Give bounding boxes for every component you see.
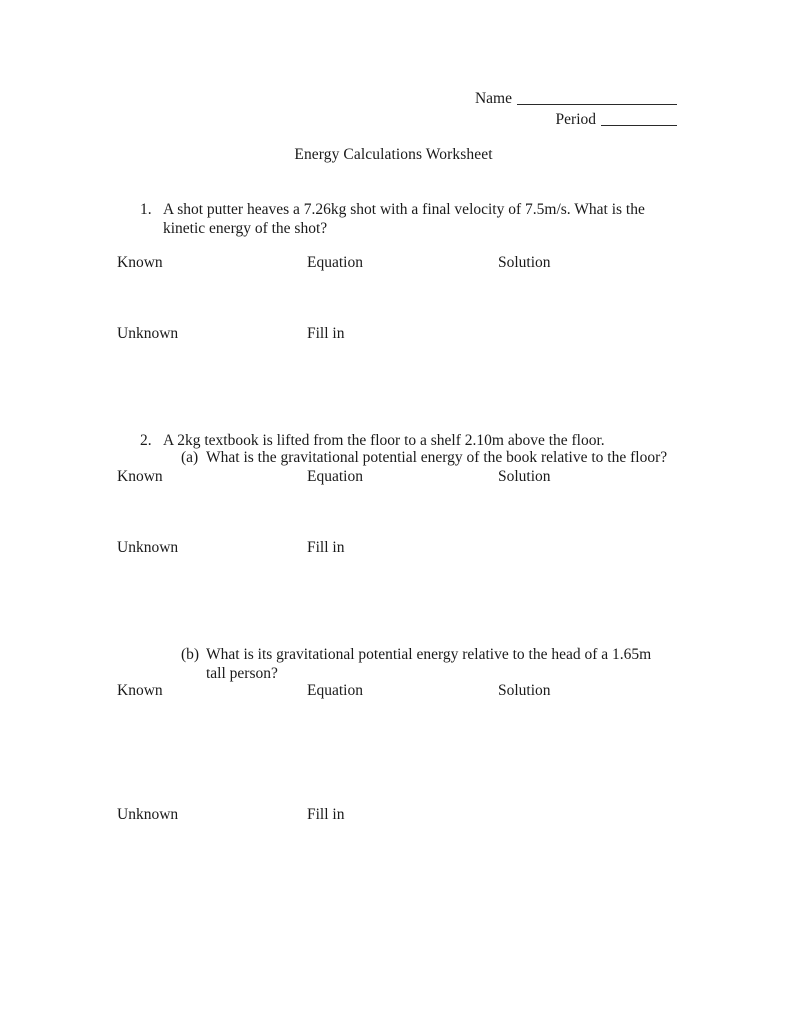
question-1-text: A shot putter heaves a 7.26kg shot with a final velocity of 7.5m/s. What is the kinetic energy of the shot? [163,201,645,237]
question-2b-work-header-row [117,681,677,701]
student-info-header [0,88,677,130]
question-2a-text: What is the gravitational potential energy of the book relative to the floor? [206,449,668,466]
period-write-in-rule[interactable] [601,125,677,126]
solution-label: Solution [498,254,551,271]
question-1-work-header-row [117,253,677,273]
name-label: Name [474,90,512,107]
question-2b-work-second-row [117,805,677,825]
name-write-in-rule[interactable] [517,104,677,105]
period-label: Period [555,111,596,128]
fill-in-label: Fill in [307,539,345,556]
question-1-work-second-row [117,324,677,344]
equation-label: Equation [307,254,363,271]
question-1-marker: 1. [140,201,152,218]
equation-label: Equation [307,682,363,699]
question-2a-work-header-row [117,467,677,487]
equation-label: Equation [307,468,363,485]
known-label: Known [117,682,163,699]
name-line [0,88,677,109]
fill-in-label: Fill in [307,325,345,342]
question-2a [181,449,681,468]
known-label: Known [117,468,163,485]
fill-in-label: Fill in [307,806,345,823]
page-title [0,146,791,164]
unknown-label: Unknown [117,325,179,342]
solution-label: Solution [498,468,551,485]
unknown-label: Unknown [117,539,179,556]
unknown-label: Unknown [117,806,179,823]
known-label: Known [117,254,163,271]
question-2b [181,646,667,683]
period-line [0,109,677,130]
question-2-text: A 2kg textbook is lifted from the floor to a shelf 2.10m above the floor. [163,432,605,449]
question-1 [140,201,660,238]
question-2a-marker: (a) [181,449,199,466]
question-2-marker: 2. [140,432,152,449]
question-2 [140,432,670,451]
question-2b-text: What is its gravitational potential energy relative to the head of a 1.65m tall person? [206,646,652,682]
solution-label: Solution [498,682,551,699]
page-title-text: Energy Calculations Worksheet [294,146,493,163]
question-2a-work-second-row [117,538,677,558]
question-2b-marker: (b) [181,646,200,663]
